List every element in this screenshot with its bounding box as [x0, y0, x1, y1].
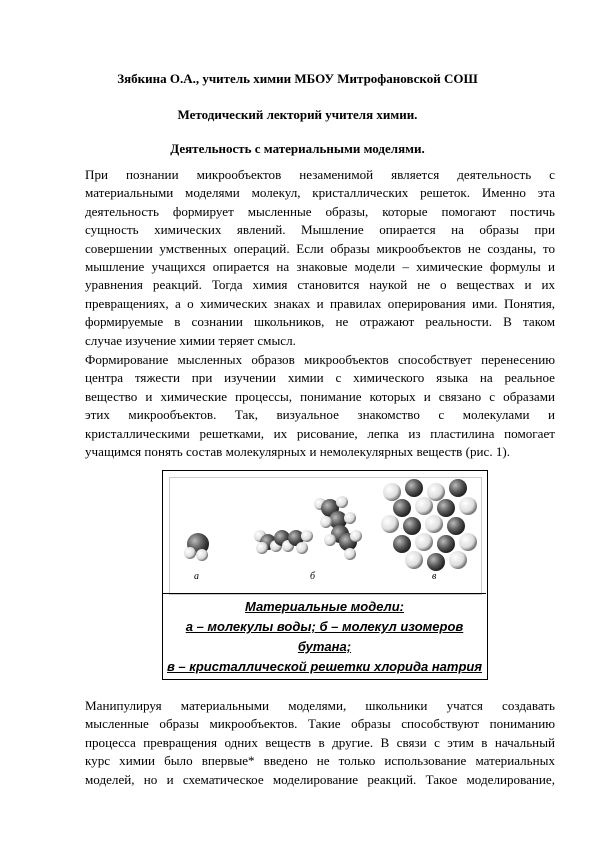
nacl-lattice-model — [381, 479, 477, 571]
text-line: сущность химических явлений. Мышление опирается на образы при — [85, 222, 555, 238]
text-line: При познании микрообъектов незаменимой является деятельность с — [85, 167, 555, 182]
text-line: случае изучение химии теряет смысл. — [85, 332, 296, 348]
figure-label-a: а — [194, 571, 199, 582]
paragraph-1 — [85, 166, 555, 350]
text-line: формируемые в сознании школьников, не отражают реальности. В таком — [85, 314, 555, 330]
text-line: совершении умственных операций. Если образы микрообъектов не созданы, то — [85, 240, 555, 256]
butane-molecule-model-1 — [254, 530, 313, 554]
paragraph-3 — [85, 697, 555, 789]
text-line: моделей, но и схематическое моделирование реакций. Такое моделирование, — [85, 771, 555, 787]
text-line: Манипулируя материальными моделями, школьники учатся создавать — [85, 698, 555, 713]
text-line: курс химии было впервые* введено не только использование материальных — [85, 753, 555, 769]
text-line: деятельность формирует мысленные образы, которые помогают постичь — [85, 203, 555, 219]
text-line: мышление учащихся опирается на знаковые модели – химические формулы и — [85, 258, 555, 274]
figure-label-b: б — [310, 571, 316, 582]
figure-divider — [163, 593, 486, 594]
caption-line: в – кристаллической решетки хлорида натрия — [166, 659, 483, 674]
text-line: Формирование мысленных образов микрообъектов способствует перенесению — [85, 352, 555, 367]
caption-line: бутана; — [297, 639, 352, 654]
text-line: учащимся понять состав молекулярных и немолекулярных веществ (рис. 1). — [85, 443, 511, 459]
text-line: уравнения реакций. Тогда химия становится наукой не о веществах и их — [85, 277, 555, 293]
series-title: Методический лекторий учителя химии. — [177, 107, 418, 122]
text-line: мысленные образы микрообъектов. Такие образы способствуют пониманию — [85, 716, 555, 732]
text-line: центра тяжести при изучении химии с химического языка на реальное — [85, 370, 555, 386]
text-line: превращениях, а о химических знаках и правилах оперирования ими. Понятия, — [85, 295, 555, 311]
article-title: Деятельность с материальными моделями. — [170, 141, 425, 156]
figure-molecular-models — [162, 470, 488, 680]
figure-label-v: в — [432, 571, 437, 582]
figure-image — [169, 477, 482, 595]
butane-molecule-model-2 — [314, 496, 362, 560]
paragraph-2 — [85, 351, 555, 461]
caption-line: Материальные модели: — [244, 599, 405, 614]
text-line: вещество и химические процессы, понимание которых и связано с образами — [85, 388, 555, 404]
water-molecule-model — [184, 533, 209, 561]
text-line: кристаллическими решетками, их рисование, лепка из пластилина помогает — [85, 425, 555, 441]
author-line: Зябкина О.А., учитель химии МБОУ Митрофановской СОШ — [117, 71, 478, 86]
figure-caption — [163, 597, 486, 677]
caption-line: а – молекулы воды; б – молекул изомеров — [185, 619, 464, 634]
text-line: этих микрообъектов. Так, визуальное знакомство с молекулами и — [85, 407, 555, 423]
text-line: процесса превращения одних веществ в другие. В связи с этим в начальный — [85, 734, 555, 750]
text-line: материальными моделями молекул, кристаллических решеток. Именно эта — [85, 185, 555, 201]
